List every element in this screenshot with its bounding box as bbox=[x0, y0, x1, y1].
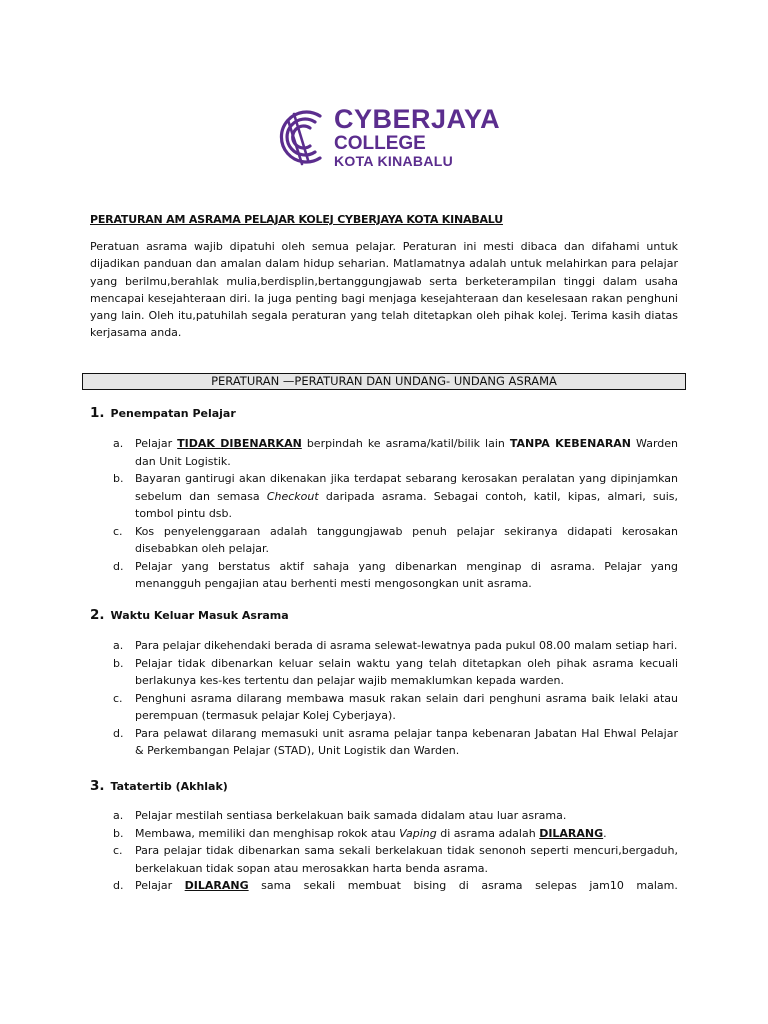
list-item: b. Membawa, memiliki dan menghisap rokok atau Vaping di asrama adalah DILARANG. bbox=[113, 825, 678, 843]
justified-line: Pelajar DILARANG sama sekali membuat bising di asrama selepas jam10 malam. bbox=[135, 877, 678, 895]
list-marker: b. bbox=[113, 656, 124, 670]
list-item: c. Para pelajar tidak dibenarkan sama sekali berkelakuan tidak senonoh seperti mencuri,bergaduh, berkelakuan tidak sopan atau merosakkan harta benda asrama. bbox=[113, 844, 678, 875]
heading-number: 1. bbox=[90, 405, 105, 421]
logo-line-cyberjaya: CYBERJAYA bbox=[334, 104, 501, 134]
list-marker: d. bbox=[113, 879, 124, 892]
list-marker: c. bbox=[113, 844, 123, 857]
list-marker: a. bbox=[113, 809, 124, 822]
list-marker: b. bbox=[113, 826, 124, 840]
list-marker: b. bbox=[113, 472, 124, 485]
list-marker: c. bbox=[113, 524, 123, 538]
heading-number: 2. bbox=[90, 607, 105, 623]
heading-number: 3. bbox=[90, 778, 105, 794]
list-item: d. Para pelawat dilarang memasuki unit asrama pelajar tanpa kebenaran Jabatan Hal Ehwal Pelajar & Perkembangan Pelajar (STAD), Unit Logistik dan Warden. bbox=[113, 726, 678, 757]
list-penempatan bbox=[113, 435, 678, 593]
heading-text: Penempatan Pelajar bbox=[110, 407, 236, 420]
list-item: a. Pelajar mestilah sentiasa berkelakuan baik samada didalam atau luar asrama. bbox=[113, 807, 678, 825]
list-marker: a. bbox=[113, 437, 124, 450]
heading-tatatertib bbox=[90, 778, 228, 794]
heading-penempatan bbox=[90, 405, 236, 421]
list-item bbox=[113, 877, 678, 895]
emphasis-vaping: Vaping bbox=[399, 826, 437, 840]
emphasis-checkout: Checkout bbox=[266, 489, 319, 503]
list-waktu bbox=[113, 637, 678, 760]
list-item: c. Penghuni asrama dilarang membawa masuk rakan selain dari penghuni asrama baik lelaki atau perempuan (termasuk pelajar Kolej Cyberjaya). bbox=[113, 691, 678, 722]
logo-line-kota-kinabalu: KOTA KINABALU bbox=[334, 153, 453, 169]
emphasis-tanpa-kebenaran: TANPA KEBENARAN bbox=[509, 437, 632, 450]
college-logo bbox=[274, 104, 501, 170]
list-marker: a. bbox=[113, 639, 124, 652]
list-marker: d. bbox=[113, 559, 124, 573]
emphasis-dilarang: DILARANG bbox=[539, 826, 604, 840]
list-item: d. Pelajar yang berstatus aktif sahaja yang dibenarkan menginap di asrama. Pelajar yang menangguh pengajian atau berhenti mesti mengosongkan unit asrama. bbox=[113, 559, 678, 590]
list-tatatertib bbox=[113, 807, 678, 895]
list-item: b. Pelajar tidak dibenarkan keluar selain waktu yang telah ditetapkan oleh pihak asrama kecuali berlakunya kes-kes tertentu dan pelajar wajib memaklumkan kepada warden. bbox=[113, 656, 678, 687]
heading-waktu-keluar-masuk bbox=[90, 607, 289, 623]
emphasis-dilarang: DILARANG bbox=[184, 879, 249, 892]
list-item: a. Pelajar TIDAK DIBENARKAN berpindah ke asrama/katil/bilik lain TANPA KEBENARAN Warden dan Unit Logistik. bbox=[113, 437, 678, 468]
emphasis-tidak-dibenarkan: TIDAK DIBENARKAN bbox=[177, 437, 302, 450]
list-item: a. Para pelajar dikehendaki berada di asrama selewat-lewatnya pada pukul 08.00 malam setiap hari. bbox=[113, 637, 678, 655]
document-title: PERATURAN AM ASRAMA PELAJAR KOLEJ CYBERJAYA KOTA KINABALU bbox=[90, 213, 503, 226]
list-item: b. Bayaran gantirugi akan dikenakan jika terdapat sebarang kerosakan peralatan yang dipinjamkan sebelum dan semasa Checkout daripada asrama. Sebagai contoh, katil, kipas, almari, suis, tombol pintu dsb. bbox=[113, 472, 678, 520]
list-marker: d. bbox=[113, 726, 124, 740]
logo-emblem-icon bbox=[274, 106, 332, 168]
list-item: c. Kos penyelenggaraan adalah tanggungjawab penuh pelajar sekiranya didapati kerosakan disebabkan oleh pelajar. bbox=[113, 524, 678, 555]
heading-text: Waktu Keluar Masuk Asrama bbox=[110, 609, 289, 622]
list-marker: c. bbox=[113, 691, 123, 705]
heading-text: Tatatertib (Akhlak) bbox=[110, 780, 228, 793]
intro-paragraph: Peratuan asrama wajib dipatuhi oleh semua pelajar. Peraturan ini mesti dibaca dan difahami untuk dijadikan panduan dan amalan dalam hidup seharian. Matlamatnya adalah untuk melahirkan para pelajar yang berilmu,berahlak mulia,berdisplin,bertanggungjawab serta berketerampilan tinggi dalam usaha mencapai kesejahteraan diri. Ia juga penting bagi menjaga kesejahteraan dan keselesaan rakan penghuni yang lain. Oleh itu,patuhilah segala peraturan yang telah ditetapkan oleh pihak kolej. Terima kasih diatas kerjasama anda. bbox=[90, 240, 678, 340]
logo-wordmark bbox=[334, 104, 500, 169]
logo-line-college: COLLEGE bbox=[334, 133, 426, 154]
section-title-box: PERATURAN —PERATURAN DAN UNDANG- UNDANG ASRAMA bbox=[82, 373, 686, 390]
